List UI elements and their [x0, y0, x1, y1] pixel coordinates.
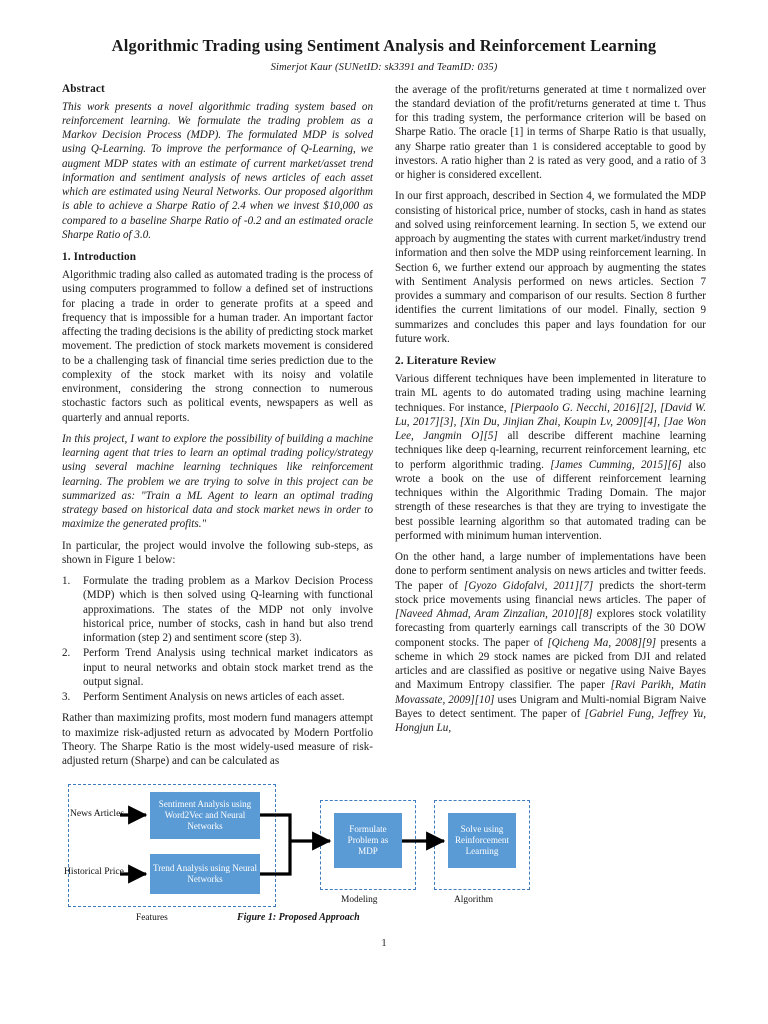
- lit-p2-text-b: predicts the short-term stock price movements using financial news articles. The paper of: [395, 579, 706, 606]
- group-label-algorithm: Algorithm: [454, 895, 494, 905]
- sub-steps-list: [62, 574, 373, 704]
- group-label-modeling: Modeling: [341, 895, 378, 905]
- page-title: Algorithmic Trading using Sentiment Analysis and Reinforcement Learning: [111, 36, 657, 55]
- lit-p2-citation-5: [Gabriel Fung, Jeffrey Yu, Hongjun Lu,: [395, 707, 706, 735]
- lit-p1-text-b: all describe different machine learning techniques like deep q-learning, recurrent reinforcement learning, etc to perform algorithmic trading.: [395, 430, 707, 471]
- input-label-historical-price: Historical Price: [64, 866, 124, 877]
- lit-p1-citation-2: [James Cumming, 2015][6]: [550, 458, 682, 471]
- list-item: Formulate the trading problem as a Markov Decision Process (MDP) which is then solved using Q-learning with functional approximations. The states of the MDP not only involve historical price, number of stocks, cash in hand but also trend information (step 2) and sentiment score (step 3).: [83, 575, 373, 645]
- literature-paragraph-2: [395, 550, 706, 735]
- introduction-paragraph-2: In this project, I want to explore the possibility of building a machine learning agent that tries to learn an optimal trading policy/strategy using several machine learning techniques like reinforcement learning. The problem we are trying to solve in this project can be summarized as: "Train a ML Agent to learn an optimal trading strategy based on historical data and stock market news in order to maximize the generated profits.": [62, 432, 373, 531]
- two-column-body: [62, 83, 706, 776]
- lit-p1-citations: [Pierpaolo G. Necchi, 2016][2], [David W. Lu, 2017][3], [Xin Du, Jinjian Zhai, Koupin Lv, 2009][4], [Jae Won Lee, Jangmin O][5]: [395, 401, 706, 443]
- lit-p2-text-a: On the other hand, a large number of implementations have been done to perform sentiment analysis on news articles and twitter feeds. The paper of: [395, 551, 706, 592]
- page-number: 1: [381, 938, 387, 949]
- figure-1: [62, 782, 706, 957]
- right-column: [395, 83, 706, 743]
- lit-p2-citation-4: [Ravi Parikh, Matin Movassate, 2009][10]: [395, 679, 706, 706]
- author-byline: Simerjot Kaur (SUNetID: sk3391 and TeamID: 035): [270, 61, 498, 73]
- lit-p2-citation-3: [Qicheng Ma, 2008][9]: [547, 636, 657, 649]
- introduction-paragraph-3: In particular, the project would involve the following sub-steps, as shown in Figure 1 below:: [62, 539, 373, 566]
- lit-p1-text-a: Various different techniques have been implemented in literature to train ML agents to do automated trading using machine learning techniques. For instance,: [395, 373, 706, 414]
- lit-p1-text-c: also wrote a book on the use of different reinforcement learning techniques within the Algorithmic Trading Domain. The major strength of these researches is that they are trying to investigate the best possible learning algorithm so that automated trading can be performed with minimum human intervention.: [395, 458, 706, 542]
- figure-caption: Figure 1: Proposed Approach: [237, 912, 360, 923]
- paper-outline-paragraph: In our first approach, described in Section 4, we formulated the MDP consisting of historical price, number of stocks, cash in hand as states and solved using reinforcement learning. In section 5, we extend our approach by augmenting the states with current market/industry trend information and then solve the MDP using reinforcement learning. In Section 6, we further extend our approach by augmenting the states with Sentiment Analysis performed on news articles. Section 7 provides a summary and comparison of our results. Section 8 further identifies the current limitations of our model. Finally, section 9 summarizes and concludes this paper and lays foundation for our future work.: [395, 190, 706, 345]
- sharpe-ratio-paragraph: the average of the profit/returns generated at time t normalized over the standard deviation of the profit/returns generated at time t. Thus for this trading system, the performance criterion will be based on Sharpe Ratio. The oracle [1] in terms of Sharpe Ratio is that usually, any Sharpe ratio greater than 1 is considered acceptable to good by investors. A ratio higher than 2 is rated as very good, and a ratio of 3 or higher is considered excellent.: [395, 83, 706, 182]
- list-item: Perform Sentiment Analysis on news articles of each asset.: [83, 691, 345, 704]
- lit-p2-text-c: explores stock volatility forecasting from quarterly earnings call transcripts of the 30 DOW component stocks. The paper of: [395, 608, 706, 649]
- group-label-features: Features: [136, 913, 168, 923]
- literature-paragraph-1: [395, 372, 706, 543]
- input-label-news-articles: News Articles: [70, 808, 125, 819]
- node-formulate-mdp: Formulate Problem as MDP: [334, 813, 402, 868]
- left-column: [62, 83, 373, 776]
- lit-p2-citation-1: [Gyozo Gidofalvi, 2011][7]: [464, 579, 594, 592]
- lit-p2-citation-2: [Naveed Ahmad, Aram Zinzalian, 2010][8]: [395, 608, 593, 621]
- node-solve-reinforcement-learning: Solve using Reinforcement Learning: [448, 813, 516, 868]
- introduction-heading: 1. Introduction: [62, 251, 137, 264]
- abstract-text: This work presents a novel algorithmic trading system based on reinforcement learning. We formulate the trading problem as a Markov Decision Process (MDP). The formulated MDP is solved using Q-Learning. To improve the performance of Q-Learning, we augment MDP states with an estimate of current market/asset trend information and sentiment analysis of news articles of each asset which are estimated using Neural Networks. Our proposed algorithm is able to achieve a Sharpe Ratio of 2.4 when we invest $10,000 as compared to a baseline Sharpe Ratio of -0.2 and an estimated oracle Sharpe Ratio of 3.0.: [62, 100, 373, 241]
- lit-p2-text-e: uses Unigram and Multi-nomial Bigram Naive Bayes to detect sentiment. The paper of: [395, 693, 706, 720]
- node-sentiment-analysis: Sentiment Analysis using Word2Vec and Neural Networks: [150, 792, 260, 839]
- literature-review-heading: 2. Literature Review: [395, 355, 497, 368]
- introduction-paragraph-4: Rather than maximizing profits, most modern fund managers attempt to maximize risk-adjusted return as advocated by Modern Portfolio Theory. The Sharpe Ratio is the most widely-used measure of risk-adjusted return (Sharpe) and can be calculated as: [62, 712, 373, 768]
- lit-p2-text-d: presents a scheme in which 29 stock names are picked from DJI and related articles and are classified as positive or negative using Naive Bayes and Maximum Entropy classifier. The paper: [395, 636, 707, 692]
- list-item: Perform Trend Analysis using technical market indicators as input to neural networks and obtain stock market trend as the output signal.: [83, 647, 373, 688]
- abstract-heading: Abstract: [62, 82, 105, 95]
- proposed-approach-diagram: [62, 782, 706, 922]
- introduction-paragraph-1: Algorithmic trading also called as automated trading is the process of using computers programmed to follow a defined set of instructions for placing a trade in order to generate profits at a speed and frequency that is impossible for a human trader. An important factor affecting the trading decisions is the ability of predicting stock market movement. The prediction of stock markets movement is considered to be a challenging task of financial time series prediction due to the complexity of the stock market with its noisy and volatile environment, considering the strong connection to numerous stochastic factors such as political events, newspapers as well as quarterly and annual reports.: [62, 269, 373, 424]
- node-trend-analysis: Trend Analysis using Neural Networks: [150, 854, 260, 894]
